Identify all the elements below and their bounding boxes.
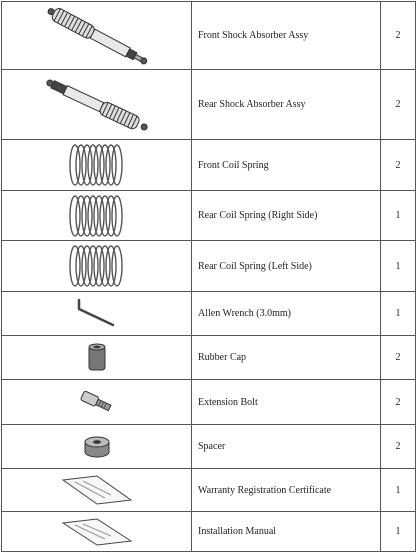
part-image-cell — [2, 292, 192, 336]
part-image-cell — [2, 425, 192, 469]
rear-shock-absorber-icon — [37, 73, 157, 137]
coil-spring-icon — [65, 243, 129, 289]
part-quantity: 1 — [381, 241, 416, 292]
part-name: Warranty Registration Certificate — [192, 469, 381, 512]
part-image-cell — [2, 380, 192, 425]
document-sheet-icon — [57, 515, 137, 549]
table-row — [2, 241, 416, 292]
part-quantity: 2 — [381, 70, 416, 140]
table-row — [2, 512, 416, 552]
table-row — [2, 469, 416, 512]
allen-wrench-icon — [67, 296, 127, 332]
coil-spring-icon — [65, 193, 129, 239]
extension-bolt-icon — [75, 387, 119, 417]
part-quantity: 1 — [381, 512, 416, 552]
document-sheet-icon — [57, 472, 137, 508]
front-shock-absorber-icon — [37, 5, 157, 67]
part-image-cell — [2, 241, 192, 292]
coil-spring-icon — [65, 142, 129, 188]
part-image-cell — [2, 512, 192, 552]
part-name: Front Shock Absorber Assy — [192, 2, 381, 70]
table-row — [2, 2, 416, 70]
part-name: Rear Shock Absorber Assy — [192, 70, 381, 140]
part-name: Installation Manual — [192, 512, 381, 552]
part-quantity: 1 — [381, 191, 416, 241]
spacer-icon — [79, 432, 115, 462]
rubber-cap-icon — [82, 340, 112, 376]
part-quantity: 2 — [381, 140, 416, 191]
table-row — [2, 140, 416, 191]
table-row — [2, 336, 416, 380]
table-row — [2, 425, 416, 469]
part-name: Rear Coil Spring (Right Side) — [192, 191, 381, 241]
part-image-cell — [2, 469, 192, 512]
parts-list-table — [1, 1, 416, 552]
part-quantity: 2 — [381, 380, 416, 425]
part-name: Rubber Cap — [192, 336, 381, 380]
part-image-cell — [2, 140, 192, 191]
part-quantity: 2 — [381, 2, 416, 70]
part-name: Rear Coil Spring (Left Side) — [192, 241, 381, 292]
part-quantity: 1 — [381, 469, 416, 512]
table-row — [2, 70, 416, 140]
part-quantity: 1 — [381, 292, 416, 336]
part-name: Spacer — [192, 425, 381, 469]
part-name: Front Coil Spring — [192, 140, 381, 191]
table-row — [2, 292, 416, 336]
part-image-cell — [2, 70, 192, 140]
part-quantity: 2 — [381, 425, 416, 469]
table-row — [2, 191, 416, 241]
table-row — [2, 380, 416, 425]
part-image-cell — [2, 191, 192, 241]
part-image-cell — [2, 2, 192, 70]
part-quantity: 2 — [381, 336, 416, 380]
part-image-cell — [2, 336, 192, 380]
part-name: Allen Wrench (3.0mm) — [192, 292, 381, 336]
part-name: Extension Bolt — [192, 380, 381, 425]
